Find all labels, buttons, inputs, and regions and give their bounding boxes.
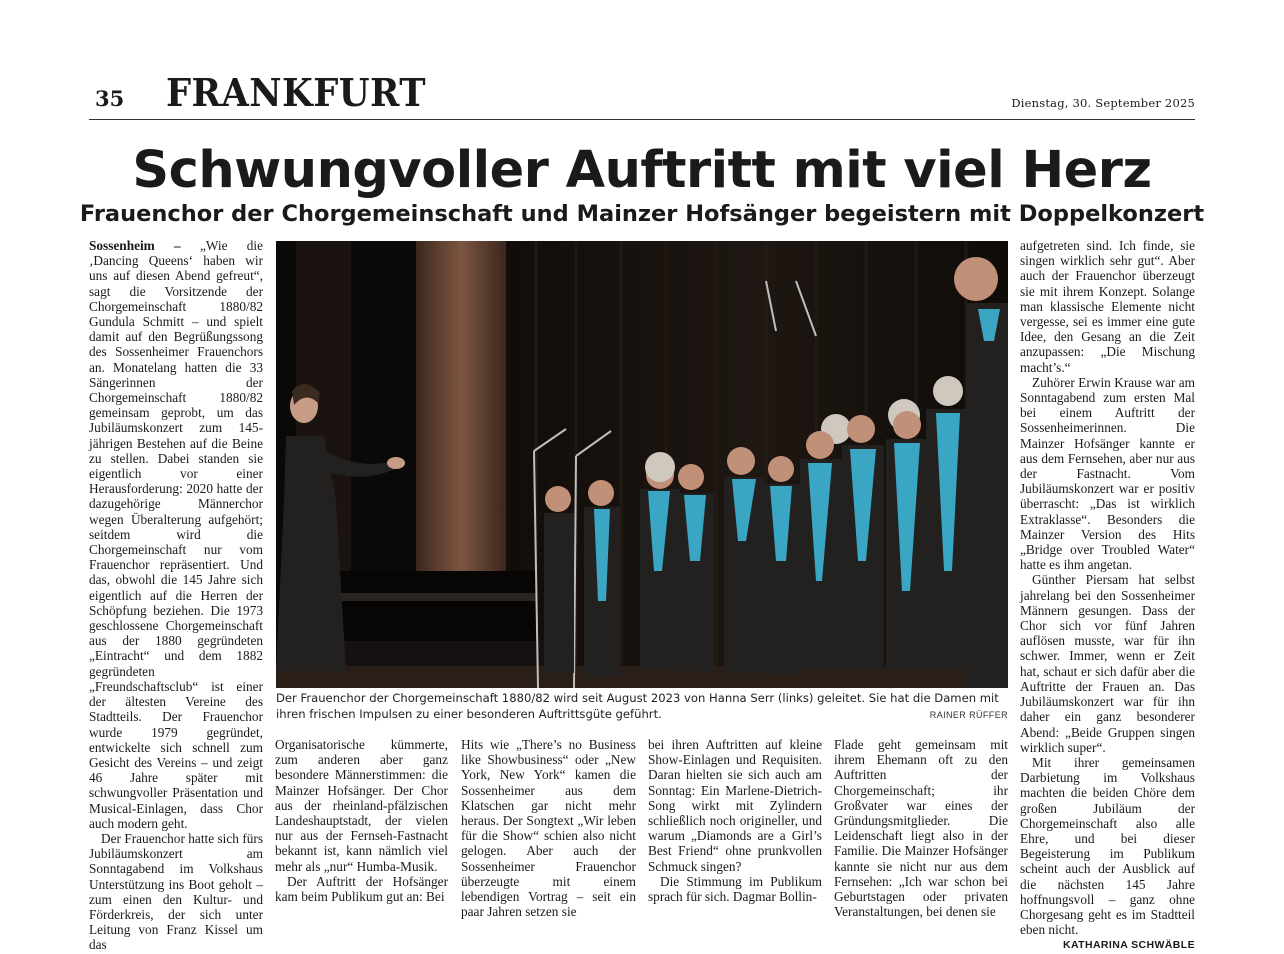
article-column-2 [275,737,448,904]
page-number: 35 [95,86,125,111]
article-column-6 [1020,238,1195,954]
photo-caption: Der Frauenchor der Chorgemeinschaft 1880/82 wird seit August 2023 von Hanna Serr (links) geleitet. Sie hat die Damen mit ihren frischen Impulsen zu einer besonderen Auftrittsgüte geführt. [276,691,999,721]
paragraph: Flade geht gemeinsam mit ihrem Ehemann oft zu den Auftritten der Chorgemeinschaft; ihr Großvater war eines der Gründungsmitglieder. Die Leidenschaft liegt also in der Familie. Die Mainzer Hofsänger kannte sie nicht nur aus dem Fernsehen: „Ich war schon bei Geburtstagen oder privaten Veranstaltungen, bei denen sie [834,737,1008,920]
article-column-1 [89,238,263,953]
subheadline: Frauenchor der Chorgemeinschaft und Mainzer Hofsänger begeistern mit Doppelkonzert [79,201,1205,227]
article-column-5 [834,737,1008,919]
author-byline: KATHARINA SCHWÄBLE [1062,939,1195,952]
paragraph: Organisatorische kümmerte, zum anderen aber ganz besondere Männerstimmen: die Mainzer Hofsänger. Der Chor aus der rheinland-pfälzischen Landeshauptstadt, der vielen nur aus der Fernseh-Fastnacht bekannt ist, kann nämlich viel mehr als „nur“ Humba-Musik. [275,737,448,874]
paragraph: Die Stimmung im Publikum sprach für sich. Dagmar Bollin- [648,873,822,905]
photo-credit: RAINER RÜFFER [929,710,1008,720]
paragraph [1020,754,1195,952]
paragraph: bei ihren Auftritten auf kleine Show-Einlagen und Requisiten. Daran hielten sie sich auch am Sonntag: Ein Marlene-Dietrich-Song wirkt mit Zylindern schließlich noch origineller, und warum „Diamonds are a Girl’s Best Friend“ ohne prunkvollen Schmuck singen? [648,737,822,874]
paragraph: Hits wie „There’s no Business like Showbusiness“ oder „New York, New York“ kamen die Sossenheimer aus dem Klatschen gar nicht mehr heraus. Der Songtext „Wir leben für die Show“ schien also nicht gelogen. Aber auch der Sossenheimer Frauenchor überzeugte mit einem lebendigen Vortrag – seit ein paar Jahren setzen sie [461,737,636,920]
paragraph: Günther Piersam hat selbst jahrelang bei den Sossenheimer Männern gesungen. Dass der Chor sich vor fünf Jahren auflösen musste, war für ihn schwer. Immer, wenn er Zeit hat, schaut er sich dafür aber die Auftritte der Frauen an. Das Jubiläumskonzert war für ihn daher ein ganz besonderer Abend: „Beide Gruppen singen wirklich super“. [1020,572,1195,755]
paragraph: Der Frauenchor hatte sich fürs Jubiläumskonzert am Sonntagabend im Volkshaus Unterstützung ins Boot geholt – zum einen den Kultur- und Förderkreis, der sich unter Leitung von Franz Kissel um das [89,830,263,953]
dateline: Sossenheim – [89,238,181,253]
paragraph [89,238,263,831]
paragraph: aufgetreten sind. Ich finde, sie singen wirklich sehr gut“. Aber auch der Frauenchor überzeugt sie mit ihrem Konzept. Solange man klassische Elemente nicht vergesse, sei es immer eine gute Idee, den Gesang an die Zeit anzupassen: „Die Mischung macht’s.“ [1020,238,1195,375]
article-photo [276,241,1008,688]
paragraph-text: Mit ihrer gemeinsamen Darbietung im Volkshaus machten die beiden Chöre dem großen Jubiläum der Chorgemeinschaft also alle Ehre, und bei dieser Begeisterung im Publikum scheint auch der Ausblick auf die nächsten 145 Jahre hoffnungsvoll – ganz ohne Chorgesang geht es im Stadtteil eben nicht. [1020,754,1195,938]
paragraph: Zuhörer Erwin Krause war am Sonntagabend zum ersten Mal bei einem Auftritt der Sossenheimerinnen. Die Mainzer Hofsänger kannte er aus dem Fernsehen, aber nur aus der Fastnacht. Vom Jubiläumskonzert war er positiv überrascht: „Das ist wirklich Extraklasse“. Besonders die Mainzer Version des Hits „Bridge over Troubled Water“ hatte es ihm angetan. [1020,374,1195,573]
header-rule [89,119,1195,120]
issue-date: Dienstag, 30. September 2025 [1011,96,1195,110]
article-column-3 [461,737,636,919]
paragraph: Der Auftritt der Hofsänger kam beim Publikum gut an: Bei [275,873,448,905]
article-column-4 [648,737,822,904]
section-title: FRANKFURT [166,70,427,115]
headline: Schwungvoller Auftritt mit viel Herz [132,141,1152,200]
paragraph-text: „Wie die ‚Dancing Queens‘ haben wir uns auf diesen Abend gefreut“, sagt die Vorsitzende der Chorgemeinschaft 1880/82 Gundula Schmitt – und spielt damit auf den Begrüßungssong des Sossenheimer Frauenchors an. Monatelang hatten die 33 Sängerinnen der Chorgemeinschaft 1880/82 gemeinsam geprobt, um das Jubiläumskonzert zum 145-jährigen Bestehen auf die Beine zu stellen. Dabei standen sie eigentlich vor einer Herausforderung: 2020 hatte der dazugehörige Männerchor wegen Überalterung aufgehört; seitdem wird die Chorgemeinschaft nur vom Frauenchor repräsentiert. Und das, obwohl die 145 Jahre sich eigentlich auf die Herren der Schöpfung beziehen. Die 1973 geschlossene Chorgemeinschaft aus der 1880 gegründeten „Eintracht“ und dem 1882 gegründeten „Freundschaftsclub“ ist einer der ältesten Vereine des Stadtteils. Der Frauenchor wurde 1979 gegründet, entwickelte sich schnell zum Gesicht des Vereins – und zeigt 46 Jahre später mit schwungvoller Präsentation und Musical-Einlagen, dass Chor auch modern geht. [89,238,264,831]
